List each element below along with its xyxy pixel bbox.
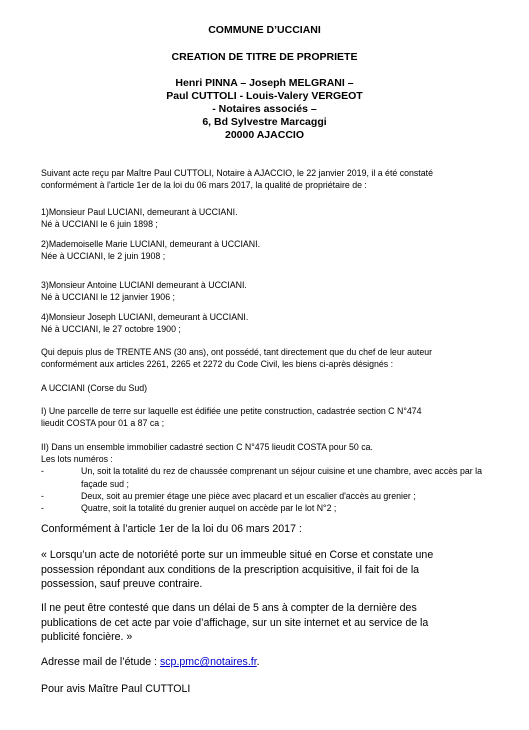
email-label: Adresse mail de l’étude :: [41, 656, 160, 668]
contest-line-1: Il ne peut être contesté que dans un délai de 5 ans à compter de la dernière des: [41, 602, 417, 614]
owner-birth: Né à UCCIANI le 6 juin 1898 ;: [41, 219, 158, 230]
possession-paragraph: [41, 346, 481, 370]
owner-name: 1)Monsieur Paul LUCIANI, demeurant à UCCIANI.: [41, 207, 238, 217]
quote-line-2: possession répondant aux conditions de la prescription acquisitive, il fait foi de la: [41, 563, 420, 576]
owner-name: 4)Monsieur Joseph LUCIANI, demeurant à UCCIANI.: [41, 312, 249, 322]
intro-line-1: Suivant acte reçu par Maître Paul CUTTOLI, Notaire à AJACCIO, le 22 janvier 2019, il a été constaté: [41, 168, 433, 178]
owner-item: [41, 311, 481, 335]
location-line: A UCCIANI (Corse du Sud): [41, 383, 148, 393]
lot-text: Quatre, soit la totalité du grenier auquel on accède par le lot N°2 ;: [81, 503, 337, 514]
lot-item: [41, 465, 481, 489]
lot-item: [41, 502, 481, 514]
lot-item: [41, 490, 481, 502]
notaries-line-3: - Notaires associés –: [212, 103, 317, 115]
parcel-1-line-2: lieudit COSTA pour 01 a 87 ca ;: [41, 418, 165, 429]
conformement-line: Conformément à l’article 1er de la loi du 06 mars 2017 :: [41, 523, 302, 535]
owner-item: [41, 279, 481, 303]
quote-paragraph: [41, 548, 481, 592]
lots-label: Les lots numéros :: [41, 454, 113, 465]
owner-name: 3)Monsieur Antoine LUCIANI demeurant à UCCIANI.: [41, 280, 247, 290]
quote-line-1: « Lorsqu’un acte de notoriété porte sur un immeuble situé en Corse et constate une: [41, 549, 434, 561]
notaries-line-2: Paul CUTTOLI - Louis-Valery VERGEOT: [166, 90, 363, 102]
commune-heading: COMMUNE D’UCCIANI: [208, 24, 321, 36]
owner-item: [41, 206, 481, 230]
contest-line-3: publicité foncière. »: [41, 631, 133, 644]
possession-line-2: conformément aux articles 2261, 2265 et 2272 du Code Civil, les biens ci-après désignés :: [41, 359, 394, 370]
parcel-1: [41, 405, 481, 429]
intro-paragraph: [41, 167, 481, 191]
parcel-1-line-1: I) Une parcelle de terre sur laquelle est édifiée une petite construction, cadastrée section C N°474: [41, 406, 422, 416]
lot-text: Deux, soit au premier étage une pièce avec placard et un escalier d'accès au grenier ;: [81, 490, 416, 501]
parcel-2-line-1: II) Dans un ensemble immobilier cadastré section C N°475 lieudit COSTA pour 50 ca.: [41, 442, 373, 452]
parcel-2: [41, 441, 481, 514]
owner-name: 2)Mademoiselle Marie LUCIANI, demeurant à UCCIANI.: [41, 239, 261, 249]
lot-dash: -: [41, 490, 44, 501]
owner-item: [41, 238, 481, 262]
lot-text: Un, soit la totalité du rez de chaussée comprenant un séjour cuisine et une chambre, avec accès par la façade sud ;: [81, 466, 482, 489]
possession-line-1: Qui depuis plus de TRENTE ANS (30 ans), ont possédé, tant directement que du chef de leur auteur: [41, 347, 433, 357]
intro-line-2: conformément à l'article 1er de la loi du 06 mars 2017, la qualité de propriétaire de :: [41, 180, 367, 191]
email-line: [41, 655, 481, 670]
contest-line-2: publications de cet acte par voie d’affichage, sur un site internet et au service de la: [41, 616, 429, 629]
notaries-line-1: Henri PINNA – Joseph MELGRANI –: [175, 77, 354, 89]
quote-line-3: possession, sauf preuve contraire.: [41, 578, 203, 591]
office-city: 20000 AJACCIO: [225, 129, 304, 141]
closing-line: Pour avis Maître Paul CUTTOLI: [41, 683, 191, 695]
owner-birth: Né à UCCIANI le 12 janvier 1906 ;: [41, 292, 175, 303]
document-title: CREATION DE TITRE DE PROPRIETE: [171, 51, 358, 63]
lot-dash: -: [41, 503, 44, 514]
email-suffix: .: [256, 656, 260, 668]
owner-birth: Née à UCCIANI, le 2 juin 1908 ;: [41, 251, 166, 262]
lot-dash: -: [41, 466, 44, 477]
owner-birth: Né à UCCIANI, le 27 octobre 1900 ;: [41, 324, 181, 335]
contest-paragraph: [41, 601, 481, 645]
email-link[interactable]: scp.pmc@notaires.fr: [159, 656, 257, 668]
office-address: 6, Bd Sylvestre Marcaggi: [202, 116, 327, 128]
